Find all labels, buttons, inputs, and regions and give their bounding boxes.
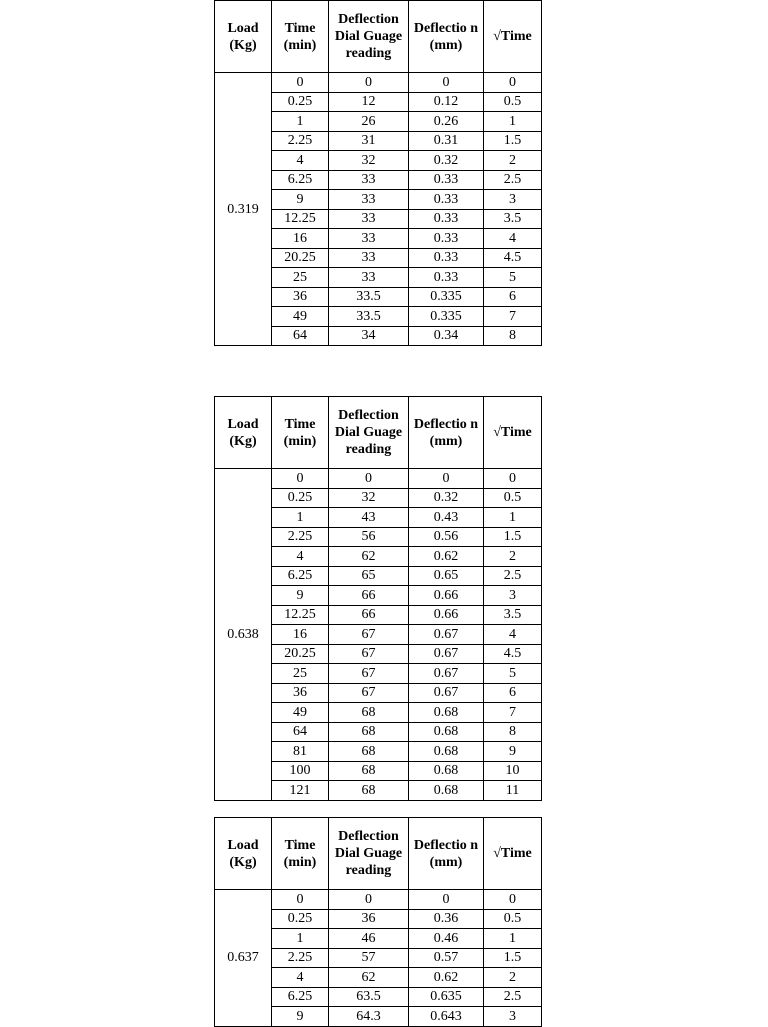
header-load: Load (Kg): [215, 818, 272, 890]
sqrt-time-cell: 4.5: [484, 248, 542, 268]
header-row: [215, 1, 542, 73]
sqrt-time-cell: 7: [484, 703, 542, 723]
dial-reading-cell: 0: [329, 469, 409, 489]
time-cell: 9: [272, 190, 329, 210]
sqrt-time-cell: 6: [484, 287, 542, 307]
time-cell: 1: [272, 112, 329, 132]
load-value: 0.637: [215, 890, 272, 1027]
header-load: Load (Kg): [215, 397, 272, 469]
load-value: 0.319: [215, 73, 272, 346]
time-cell: 1: [272, 508, 329, 528]
deflection-cell: 0.62: [409, 547, 484, 567]
dial-reading-cell: 32: [329, 151, 409, 171]
sqrt-time-cell: 5: [484, 268, 542, 288]
sqrt-time-cell: 4: [484, 625, 542, 645]
sqrt-time-cell: 0: [484, 469, 542, 489]
dial-reading-cell: 66: [329, 605, 409, 625]
sqrt-time-cell: 1: [484, 112, 542, 132]
dial-reading-cell: 36: [329, 909, 409, 929]
sqrt-time-cell: 1.5: [484, 527, 542, 547]
sqrt-time-cell: 3: [484, 586, 542, 606]
deflection-cell: 0.335: [409, 287, 484, 307]
sqrt-time-cell: 1.5: [484, 131, 542, 151]
dial-reading-cell: 33.5: [329, 287, 409, 307]
dial-reading-cell: 67: [329, 625, 409, 645]
time-cell: 0.25: [272, 909, 329, 929]
time-cell: 9: [272, 586, 329, 606]
dial-reading-cell: 68: [329, 781, 409, 801]
dial-reading-cell: 12: [329, 92, 409, 112]
sqrt-time-cell: 3.5: [484, 209, 542, 229]
dial-reading-cell: 46: [329, 929, 409, 949]
deflection-cell: 0.26: [409, 112, 484, 132]
header-time: Time (min): [272, 397, 329, 469]
time-cell: 1: [272, 929, 329, 949]
header-sqrt-time: √Time: [484, 397, 542, 469]
header-sqrt-time: √Time: [484, 1, 542, 73]
deflection-cell: 0.56: [409, 527, 484, 547]
deflection-cell: 0.32: [409, 488, 484, 508]
sqrt-time-cell: 2: [484, 547, 542, 567]
deflection-cell: 0.36: [409, 909, 484, 929]
dial-reading-cell: 62: [329, 547, 409, 567]
time-cell: 36: [272, 287, 329, 307]
dial-reading-cell: 32: [329, 488, 409, 508]
table-row: [215, 469, 542, 489]
sqrt-time-cell: 1: [484, 929, 542, 949]
deflection-cell: 0.643: [409, 1007, 484, 1027]
header-load: Load (Kg): [215, 1, 272, 73]
dial-reading-cell: 65: [329, 566, 409, 586]
dial-reading-cell: 43: [329, 508, 409, 528]
sqrt-time-cell: 0.5: [484, 488, 542, 508]
time-cell: 6.25: [272, 987, 329, 1007]
deflection-cell: 0: [409, 73, 484, 93]
dial-reading-cell: 68: [329, 761, 409, 781]
deflection-table-1: [214, 0, 542, 346]
time-cell: 25: [272, 664, 329, 684]
dial-reading-cell: 33: [329, 170, 409, 190]
time-cell: 12.25: [272, 209, 329, 229]
time-cell: 0: [272, 73, 329, 93]
header-time: Time (min): [272, 1, 329, 73]
deflection-cell: 0.43: [409, 508, 484, 528]
deflection-cell: 0.68: [409, 781, 484, 801]
deflection-cell: 0.57: [409, 948, 484, 968]
sqrt-time-cell: 1: [484, 508, 542, 528]
deflection-cell: 0.31: [409, 131, 484, 151]
deflection-cell: 0.12: [409, 92, 484, 112]
time-cell: 2.25: [272, 948, 329, 968]
deflection-cell: 0.67: [409, 625, 484, 645]
deflection-cell: 0.65: [409, 566, 484, 586]
time-cell: 16: [272, 229, 329, 249]
time-cell: 20.25: [272, 644, 329, 664]
dial-reading-cell: 33: [329, 209, 409, 229]
time-cell: 64: [272, 722, 329, 742]
deflection-cell: 0.635: [409, 987, 484, 1007]
header-dial-reading: Deflection Dial Guage reading: [329, 818, 409, 890]
deflection-cell: 0.32: [409, 151, 484, 171]
sqrt-time-cell: 3: [484, 190, 542, 210]
deflection-table-3: [214, 817, 542, 1027]
time-cell: 64: [272, 326, 329, 346]
dial-reading-cell: 62: [329, 968, 409, 988]
deflection-cell: 0.68: [409, 742, 484, 762]
load-value: 0.638: [215, 469, 272, 801]
deflection-cell: 0.33: [409, 229, 484, 249]
dial-reading-cell: 67: [329, 683, 409, 703]
dial-reading-cell: 31: [329, 131, 409, 151]
deflection-cell: 0: [409, 890, 484, 910]
header-deflection: Deflectio n (mm): [409, 397, 484, 469]
deflection-cell: 0.34: [409, 326, 484, 346]
time-cell: 0: [272, 890, 329, 910]
sqrt-time-cell: 3.5: [484, 605, 542, 625]
header-time: Time (min): [272, 818, 329, 890]
dial-reading-cell: 33: [329, 248, 409, 268]
sqrt-time-cell: 2.5: [484, 170, 542, 190]
deflection-cell: 0.66: [409, 605, 484, 625]
sqrt-time-cell: 9: [484, 742, 542, 762]
sqrt-time-cell: 5: [484, 664, 542, 684]
time-cell: 4: [272, 547, 329, 567]
header-deflection: Deflectio n (mm): [409, 1, 484, 73]
time-cell: 100: [272, 761, 329, 781]
dial-reading-cell: 68: [329, 703, 409, 723]
dial-reading-cell: 56: [329, 527, 409, 547]
time-cell: 2.25: [272, 527, 329, 547]
deflection-cell: 0.46: [409, 929, 484, 949]
deflection-table-2: [214, 396, 542, 801]
dial-reading-cell: 67: [329, 664, 409, 684]
header-row: [215, 397, 542, 469]
header-dial-reading: Deflection Dial Guage reading: [329, 1, 409, 73]
sqrt-time-cell: 7: [484, 307, 542, 327]
deflection-cell: 0.68: [409, 703, 484, 723]
time-cell: 0.25: [272, 488, 329, 508]
dial-reading-cell: 0: [329, 73, 409, 93]
time-cell: 6.25: [272, 170, 329, 190]
dial-reading-cell: 63.5: [329, 987, 409, 1007]
sqrt-time-cell: 0: [484, 890, 542, 910]
time-cell: 81: [272, 742, 329, 762]
deflection-cell: 0.68: [409, 722, 484, 742]
dial-reading-cell: 33.5: [329, 307, 409, 327]
sqrt-time-cell: 4.5: [484, 644, 542, 664]
deflection-cell: 0.33: [409, 248, 484, 268]
header-sqrt-time: √Time: [484, 818, 542, 890]
dial-reading-cell: 68: [329, 742, 409, 762]
dial-reading-cell: 33: [329, 268, 409, 288]
dial-reading-cell: 66: [329, 586, 409, 606]
deflection-cell: 0.62: [409, 968, 484, 988]
deflection-cell: 0.67: [409, 644, 484, 664]
deflection-cell: 0.68: [409, 761, 484, 781]
header-deflection: Deflectio n (mm): [409, 818, 484, 890]
dial-reading-cell: 33: [329, 229, 409, 249]
dial-reading-cell: 68: [329, 722, 409, 742]
sqrt-time-cell: 1.5: [484, 948, 542, 968]
deflection-cell: 0.335: [409, 307, 484, 327]
dial-reading-cell: 67: [329, 644, 409, 664]
sqrt-time-cell: 0.5: [484, 909, 542, 929]
dial-reading-cell: 0: [329, 890, 409, 910]
time-cell: 20.25: [272, 248, 329, 268]
dial-reading-cell: 26: [329, 112, 409, 132]
deflection-cell: 0.66: [409, 586, 484, 606]
sqrt-time-cell: 8: [484, 722, 542, 742]
sqrt-time-cell: 2: [484, 151, 542, 171]
deflection-cell: 0.33: [409, 209, 484, 229]
time-cell: 9: [272, 1007, 329, 1027]
deflection-cell: 0.67: [409, 664, 484, 684]
time-cell: 0.25: [272, 92, 329, 112]
table-row: [215, 73, 542, 93]
time-cell: 2.25: [272, 131, 329, 151]
header-row: [215, 818, 542, 890]
time-cell: 4: [272, 151, 329, 171]
time-cell: 4: [272, 968, 329, 988]
time-cell: 49: [272, 703, 329, 723]
table-row: [215, 890, 542, 910]
deflection-cell: 0.33: [409, 170, 484, 190]
deflection-cell: 0: [409, 469, 484, 489]
header-dial-reading: Deflection Dial Guage reading: [329, 397, 409, 469]
sqrt-time-cell: 2.5: [484, 566, 542, 586]
dial-reading-cell: 57: [329, 948, 409, 968]
time-cell: 121: [272, 781, 329, 801]
dial-reading-cell: 34: [329, 326, 409, 346]
sqrt-time-cell: 8: [484, 326, 542, 346]
sqrt-time-cell: 4: [484, 229, 542, 249]
deflection-cell: 0.33: [409, 190, 484, 210]
time-cell: 0: [272, 469, 329, 489]
time-cell: 12.25: [272, 605, 329, 625]
time-cell: 25: [272, 268, 329, 288]
time-cell: 36: [272, 683, 329, 703]
sqrt-time-cell: 2.5: [484, 987, 542, 1007]
deflection-cell: 0.67: [409, 683, 484, 703]
time-cell: 16: [272, 625, 329, 645]
sqrt-time-cell: 10: [484, 761, 542, 781]
time-cell: 6.25: [272, 566, 329, 586]
sqrt-time-cell: 3: [484, 1007, 542, 1027]
sqrt-time-cell: 11: [484, 781, 542, 801]
sqrt-time-cell: 6: [484, 683, 542, 703]
dial-reading-cell: 64.3: [329, 1007, 409, 1027]
dial-reading-cell: 33: [329, 190, 409, 210]
time-cell: 49: [272, 307, 329, 327]
sqrt-time-cell: 2: [484, 968, 542, 988]
sqrt-time-cell: 0.5: [484, 92, 542, 112]
deflection-cell: 0.33: [409, 268, 484, 288]
sqrt-time-cell: 0: [484, 73, 542, 93]
